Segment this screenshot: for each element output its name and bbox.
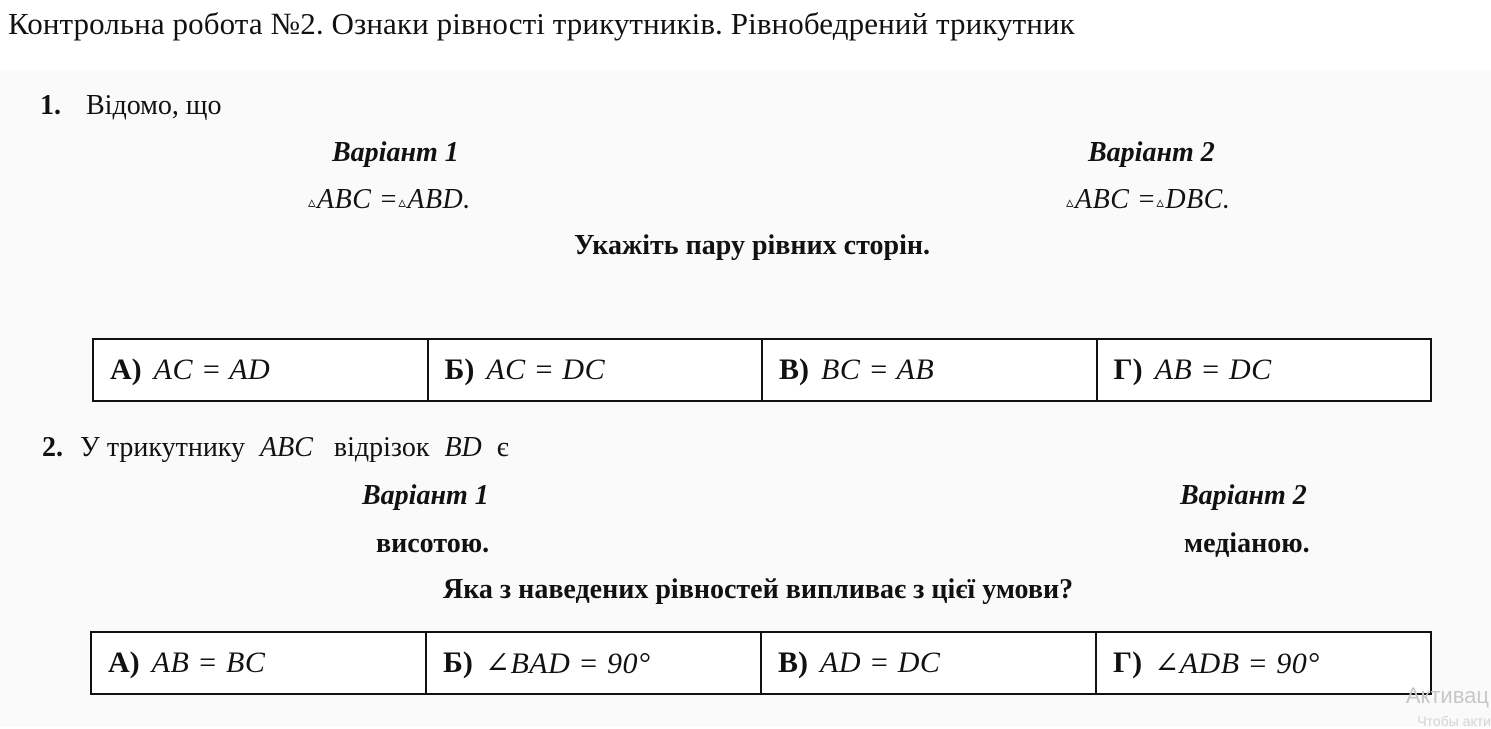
q1-variant1-expression: ▵ABC =▵ABD. [308, 184, 471, 215]
q2-answer-g[interactable]: Г) ∠ADB = 90° [1113, 646, 1320, 680]
activation-watermark-subtext: Чтобы акти [1417, 713, 1491, 729]
q2-answer-table [90, 631, 1432, 695]
q2-variant2-label: Варіант 2 [1180, 480, 1307, 511]
triangle-icon: ▵ [1156, 195, 1165, 211]
q1-answer-g[interactable]: Г) AB = DC [1113, 353, 1272, 386]
page-title: Контрольна робота №2. Ознаки рівності трикутників. Рівнобедрений трикутник [8, 6, 1075, 41]
q1-answer-a[interactable]: А) AC = AD [94, 340, 429, 400]
q1-answer-table [92, 338, 1432, 402]
q2-prompt: Яка з наведених рівностей випливає з цієї умови? [443, 574, 1074, 605]
q2-answer-v[interactable]: В) AD = DC [762, 633, 1097, 693]
q1-answer-v[interactable]: В) BC = AB [763, 340, 1098, 400]
triangle-icon: ▵ [308, 195, 317, 211]
q2-answer-a[interactable]: А) AB = BC [92, 633, 427, 693]
activation-watermark: Активац [1405, 683, 1489, 708]
q1-variant1-label: Варіант 1 [332, 137, 459, 168]
q1-prompt: Укажіть пару рівних сторін. [574, 230, 930, 261]
q2-variant2-text: медіаною. [1184, 528, 1310, 559]
question-1-number: 1. [40, 90, 61, 121]
q2-answer-b[interactable]: Б) ∠BAD = 90° [427, 633, 762, 693]
question-2-intro: 2. У трикутнику ABC відрізок BD є [42, 432, 509, 463]
q2-variant1-text: висотою. [376, 528, 490, 559]
q1-variant2-expression: ▵ABC =▵DBC. [1066, 184, 1231, 215]
question-2-number: 2. [42, 432, 63, 463]
q1-answer-b[interactable]: Б) AC = DC [429, 340, 764, 400]
question-1-intro: Відомо, що [86, 90, 222, 121]
q1-variant2-label: Варіант 2 [1088, 137, 1215, 168]
triangle-icon: ▵ [398, 195, 407, 211]
q2-variant1-label: Варіант 1 [362, 480, 489, 511]
triangle-icon: ▵ [1066, 195, 1075, 211]
